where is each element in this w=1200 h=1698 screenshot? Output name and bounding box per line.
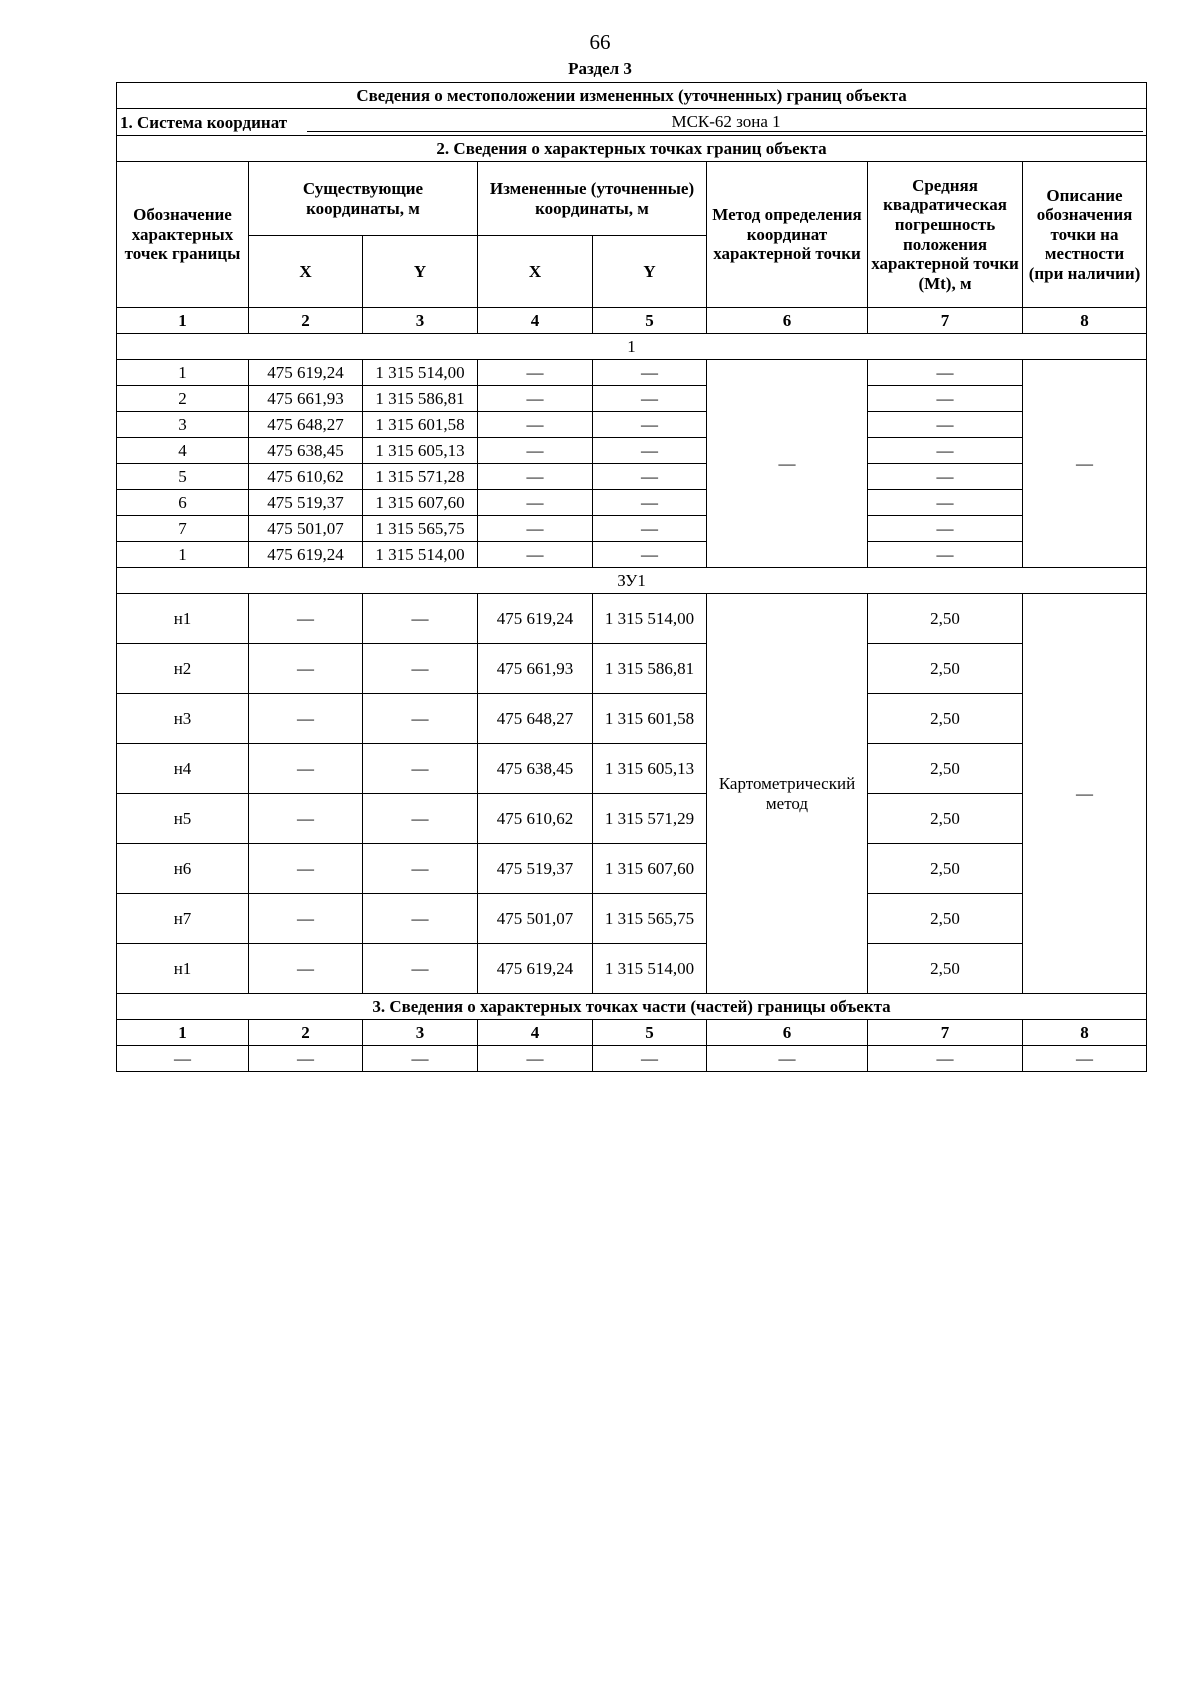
changed-x: — <box>478 360 593 386</box>
point-designation: н7 <box>117 894 249 944</box>
table-row <box>117 694 1147 744</box>
column-number: 8 <box>1023 1020 1147 1046</box>
existing-y: 1 315 586,81 <box>363 386 478 412</box>
changed-y: — <box>593 438 707 464</box>
changed-x: — <box>478 412 593 438</box>
column-number: 4 <box>478 1020 593 1046</box>
method-cell: Картометрический метод <box>707 594 868 994</box>
table-row <box>117 438 1147 464</box>
table-row <box>117 894 1147 944</box>
changed-y: — <box>593 360 707 386</box>
changed-y: — <box>593 516 707 542</box>
mean-error: — <box>868 464 1023 490</box>
empty-value: — <box>363 1046 478 1072</box>
mean-error: — <box>868 542 1023 568</box>
empty-value: — <box>117 1046 249 1072</box>
section-title: Раздел 3 <box>568 59 632 78</box>
column-numbers-row <box>117 308 1147 334</box>
existing-x: 475 610,62 <box>249 464 363 490</box>
header-existing-y: Y <box>363 236 478 308</box>
existing-y: — <box>363 944 478 994</box>
changed-x: 475 619,24 <box>478 944 593 994</box>
existing-y: 1 315 514,00 <box>363 360 478 386</box>
changed-y: — <box>593 542 707 568</box>
column-number: 5 <box>593 308 707 334</box>
table-row <box>117 412 1147 438</box>
existing-y: 1 315 514,00 <box>363 542 478 568</box>
column-number: 2 <box>249 1020 363 1046</box>
changed-y: 1 315 605,13 <box>593 744 707 794</box>
existing-y: 1 315 607,60 <box>363 490 478 516</box>
existing-y: 1 315 601,58 <box>363 412 478 438</box>
mean-error: 2,50 <box>868 894 1023 944</box>
empty-value: — <box>868 1046 1023 1072</box>
point-designation: н5 <box>117 794 249 844</box>
point-designation: н4 <box>117 744 249 794</box>
point-designation: н6 <box>117 844 249 894</box>
method-cell: — <box>707 360 868 568</box>
header-description: Описание обозначения точки на местности (при наличии) <box>1023 162 1147 308</box>
changed-y: 1 315 601,58 <box>593 694 707 744</box>
table-row <box>117 944 1147 994</box>
point-designation: 7 <box>117 516 249 542</box>
column-number: 7 <box>868 308 1023 334</box>
point-designation: 6 <box>117 490 249 516</box>
table-row <box>117 594 1147 644</box>
table-row <box>117 794 1147 844</box>
mean-error: 2,50 <box>868 594 1023 644</box>
column-number: 6 <box>707 308 868 334</box>
point-designation: н3 <box>117 694 249 744</box>
table-row <box>117 1046 1147 1072</box>
column-number: 8 <box>1023 308 1147 334</box>
column-number: 6 <box>707 1020 868 1046</box>
table-row <box>117 360 1147 386</box>
table-row <box>117 516 1147 542</box>
mean-error: 2,50 <box>868 944 1023 994</box>
subsection-2-title: 2. Сведения о характерных точках границ объекта <box>117 136 1147 162</box>
column-number: 3 <box>363 308 478 334</box>
existing-x: — <box>249 594 363 644</box>
table-row <box>117 844 1147 894</box>
changed-x: 475 501,07 <box>478 894 593 944</box>
table-row <box>117 744 1147 794</box>
existing-y: — <box>363 744 478 794</box>
empty-value: — <box>249 1046 363 1072</box>
changed-y: 1 315 586,81 <box>593 644 707 694</box>
existing-x: — <box>249 944 363 994</box>
table-row <box>117 490 1147 516</box>
header-changed-x: X <box>478 236 593 308</box>
header-changed-y: Y <box>593 236 707 308</box>
changed-x: 475 610,62 <box>478 794 593 844</box>
changed-x: 475 638,45 <box>478 744 593 794</box>
point-designation: 1 <box>117 542 249 568</box>
coord-system-value: МСК-62 зона 1 <box>307 112 1143 133</box>
column-numbers-row <box>117 1020 1147 1046</box>
existing-y: — <box>363 694 478 744</box>
existing-x: — <box>249 694 363 744</box>
header-point-designation: Обозначение характерных точек границы <box>117 162 249 308</box>
existing-y: — <box>363 844 478 894</box>
changed-y: 1 315 514,00 <box>593 594 707 644</box>
changed-y: — <box>593 412 707 438</box>
existing-y: — <box>363 644 478 694</box>
point-designation: н1 <box>117 944 249 994</box>
changed-x: — <box>478 542 593 568</box>
point-designation: н2 <box>117 644 249 694</box>
existing-x: 475 661,93 <box>249 386 363 412</box>
table-row <box>117 386 1147 412</box>
existing-x: 475 648,27 <box>249 412 363 438</box>
boundary-table <box>116 82 1147 1072</box>
mean-error: 2,50 <box>868 694 1023 744</box>
changed-x: — <box>478 464 593 490</box>
table-row <box>117 464 1147 490</box>
mean-error: 2,50 <box>868 844 1023 894</box>
group-label: ЗУ1 <box>117 568 1147 594</box>
existing-x: — <box>249 894 363 944</box>
mean-error: — <box>868 490 1023 516</box>
header-method: Метод определения координат характерной точки <box>707 162 868 308</box>
description-cell: — <box>1023 360 1147 568</box>
changed-x: 475 619,24 <box>478 594 593 644</box>
existing-x: 475 619,24 <box>249 360 363 386</box>
changed-x: — <box>478 490 593 516</box>
point-designation: 3 <box>117 412 249 438</box>
existing-x: — <box>249 844 363 894</box>
point-designation: н1 <box>117 594 249 644</box>
page-number: 66 <box>589 30 611 54</box>
changed-x: — <box>478 516 593 542</box>
existing-y: — <box>363 894 478 944</box>
column-number: 1 <box>117 308 249 334</box>
changed-y: 1 315 565,75 <box>593 894 707 944</box>
column-number: 1 <box>117 1020 249 1046</box>
mean-error: — <box>868 386 1023 412</box>
mean-error: — <box>868 360 1023 386</box>
column-number: 3 <box>363 1020 478 1046</box>
existing-x: — <box>249 644 363 694</box>
changed-x: 475 661,93 <box>478 644 593 694</box>
changed-x: — <box>478 386 593 412</box>
changed-x: 475 519,37 <box>478 844 593 894</box>
header-changed-coords: Измененные (уточненные) координаты, м <box>478 162 707 236</box>
table-title: Сведения о местоположении измененных (уточненных) границ объекта <box>117 83 1147 109</box>
empty-value: — <box>478 1046 593 1072</box>
coord-system-label: 1. Система координат <box>120 112 288 132</box>
existing-y: — <box>363 794 478 844</box>
column-number: 5 <box>593 1020 707 1046</box>
point-designation: 5 <box>117 464 249 490</box>
changed-y: 1 315 514,00 <box>593 944 707 994</box>
column-number: 7 <box>868 1020 1023 1046</box>
existing-y: — <box>363 594 478 644</box>
point-designation: 2 <box>117 386 249 412</box>
empty-value: — <box>1023 1046 1147 1072</box>
existing-y: 1 315 571,28 <box>363 464 478 490</box>
mean-error: 2,50 <box>868 644 1023 694</box>
changed-x: 475 648,27 <box>478 694 593 744</box>
changed-y: 1 315 607,60 <box>593 844 707 894</box>
changed-y: 1 315 571,29 <box>593 794 707 844</box>
header-mean-error: Средняя квадратическая погрешность положения характерной точки (Mt), м <box>868 162 1023 308</box>
changed-y: — <box>593 386 707 412</box>
empty-value: — <box>707 1046 868 1072</box>
coord-system-row <box>117 109 1147 136</box>
existing-x: 475 501,07 <box>249 516 363 542</box>
description-cell: — <box>1023 594 1147 994</box>
changed-y: — <box>593 490 707 516</box>
changed-x: — <box>478 438 593 464</box>
existing-x: 475 619,24 <box>249 542 363 568</box>
column-number: 4 <box>478 308 593 334</box>
mean-error: — <box>868 412 1023 438</box>
column-number: 2 <box>249 308 363 334</box>
existing-x: — <box>249 744 363 794</box>
mean-error: 2,50 <box>868 744 1023 794</box>
subsection-3-title: 3. Сведения о характерных точках части (частей) границы объекта <box>117 994 1147 1020</box>
mean-error: — <box>868 516 1023 542</box>
table-row <box>117 644 1147 694</box>
header-existing-coords: Существующие координаты, м <box>249 162 478 236</box>
group-label: 1 <box>117 334 1147 360</box>
point-designation: 1 <box>117 360 249 386</box>
changed-y: — <box>593 464 707 490</box>
header-existing-x: X <box>249 236 363 308</box>
empty-value: — <box>593 1046 707 1072</box>
existing-x: 475 519,37 <box>249 490 363 516</box>
existing-x: — <box>249 794 363 844</box>
existing-x: 475 638,45 <box>249 438 363 464</box>
existing-y: 1 315 565,75 <box>363 516 478 542</box>
table-row <box>117 542 1147 568</box>
existing-y: 1 315 605,13 <box>363 438 478 464</box>
mean-error: 2,50 <box>868 794 1023 844</box>
mean-error: — <box>868 438 1023 464</box>
point-designation: 4 <box>117 438 249 464</box>
